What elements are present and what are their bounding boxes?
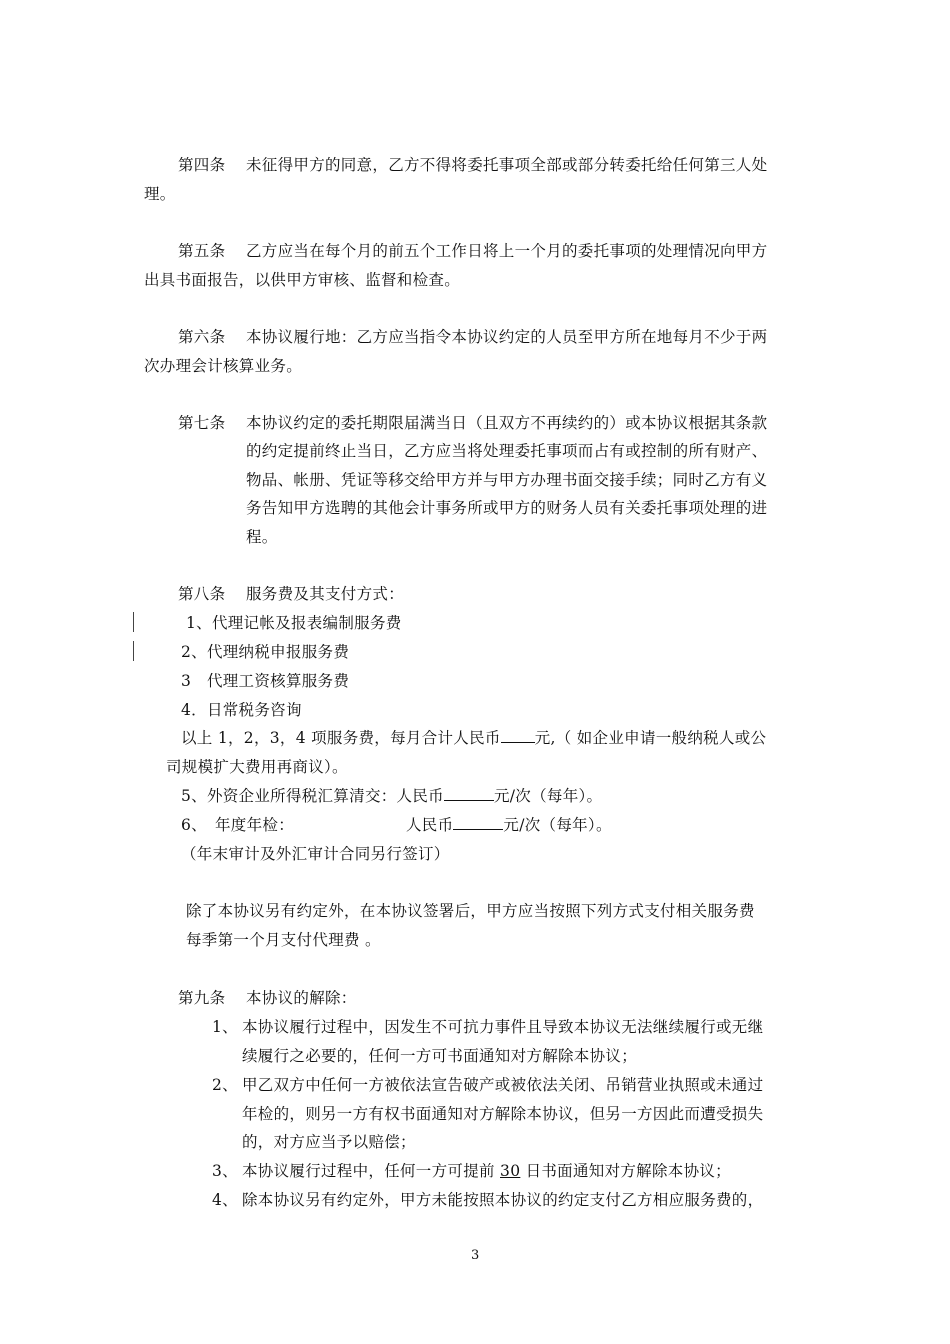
article-5-line-2: 出具书面报告，以供甲方审核、监督和检查。 (144, 271, 461, 289)
fee-item-6-blank (453, 815, 503, 830)
article-5-line-1: 乙方应当在每个月的前五个工作日将上一个月的委托事项的处理情况向甲方 (246, 242, 768, 260)
article-6-number: 第六条 (178, 328, 226, 346)
article-8-title: 服务费及其支付方式： (246, 585, 405, 603)
article-9-title: 本协议的解除： (246, 989, 357, 1007)
fee-summary-text-b: 元,（ 如企业申请一般纳税人或公 (534, 729, 767, 747)
fee-item-5-unit: 元/次（每年）。 (493, 787, 603, 805)
fee-summary-line-2: 司规模扩大费用再商议）。 (166, 758, 348, 776)
article-5-number: 第五条 (178, 242, 226, 260)
audit-note: （年末审计及外汇审计合同另行签订） (181, 845, 450, 863)
clause-4-number: 4、 (212, 1191, 238, 1209)
fee-item-2: 2、代理纳税申报服务费 (181, 643, 350, 661)
revision-bar (133, 612, 134, 632)
clause-2-line-3: 的，对方应当予以赔偿； (242, 1133, 416, 1151)
fee-item-4: 4．日常税务咨询 (181, 701, 302, 719)
article-7-line-2: 的约定提前终止当日，乙方应当将处理委托事项而占有或控制的所有财产、 (246, 442, 768, 460)
fee-item-6-price (406, 815, 612, 835)
payment-line-1: 除了本协议另有约定外，在本协议签署后，甲方应当按照下列方式支付相关服务费 (186, 902, 755, 920)
clause-2-line-1: 甲乙双方中任何一方被依法宣告破产或被依法关闭、吊销营业执照或未通过 (242, 1076, 764, 1094)
article-4-number: 第四条 (178, 156, 226, 174)
clause-2-number: 2、 (212, 1076, 238, 1094)
article-7-line-1: 本协议约定的委托期限届满当日（且双方不再续约的）或本协议根据其条款 (246, 414, 768, 432)
fee-item-1: 1、代理记帐及报表编制服务费 (186, 614, 402, 632)
article-9-number: 第九条 (178, 989, 226, 1007)
clause-4-line: 除本协议另有约定外，甲方未能按照本协议的约定支付乙方相应服务费的， (242, 1191, 764, 1209)
article-4-line-1: 未征得甲方的同意，乙方不得将委托事项全部或部分转委托给任何第三人处 (246, 156, 768, 174)
fee-item-6-label: 6、 年度年检： (181, 816, 295, 834)
article-7-line-4: 务告知甲方选聘的其他会计事务所或甲方的财务人员有关委托事项处理的进 (246, 499, 768, 517)
fee-summary-text-a: 以上 1，2，3，4 项服务费，每月合计人民币 (181, 729, 501, 747)
article-7-number: 第七条 (178, 414, 226, 432)
clause-3-line (242, 1161, 731, 1181)
clause-1-line-1: 本协议履行过程中，因发生不可抗力事件且导致本协议无法继续履行或无继 (242, 1018, 764, 1036)
fee-amount-blank (501, 728, 535, 743)
revision-bar (133, 641, 134, 661)
fee-item-5 (181, 786, 602, 806)
article-4-line-2: 理。 (144, 185, 176, 203)
fee-summary-line-1 (181, 728, 766, 748)
clause-3-number: 3、 (212, 1162, 238, 1180)
clause-1-number: 1、 (212, 1018, 238, 1036)
clause-3-text-b: 日书面通知对方解除本协议； (520, 1162, 731, 1180)
payment-line-2: 每季第一个月支付代理费 。 (186, 931, 381, 949)
fee-item-5-label: 5、外资企业所得税汇算清交：人民币 (181, 787, 444, 805)
fee-item-6-unit: 元/次（每年）。 (503, 816, 612, 834)
clause-3-text-a: 本协议履行过程中，任何一方可提前 (242, 1162, 501, 1180)
article-6-line-1: 本协议履行地：乙方应当指令本协议约定的人员至甲方所在地每月不少于两 (246, 328, 768, 346)
clause-2-line-2: 年检的，则另一方有权书面通知对方解除本协议，但另一方因此而遭受损失 (242, 1105, 764, 1123)
article-7-line-3: 物品、帐册、凭证等移交给甲方并与甲方办理书面交接手续；同时乙方有义 (246, 471, 768, 489)
article-7-line-5: 程。 (246, 528, 278, 546)
fee-item-6-price-label: 人民币 (406, 816, 454, 834)
article-8-number: 第八条 (178, 585, 226, 603)
clause-3-days: 30 (500, 1162, 521, 1180)
clause-1-line-2: 续履行之必要的，任何一方可书面通知对方解除本协议； (242, 1047, 638, 1065)
page-number: 3 (471, 1248, 480, 1263)
fee-item-5-blank (444, 786, 494, 801)
article-6-line-2: 次办理会计核算业务。 (144, 357, 303, 375)
fee-item-3: 3 代理工资核算服务费 (181, 672, 350, 690)
